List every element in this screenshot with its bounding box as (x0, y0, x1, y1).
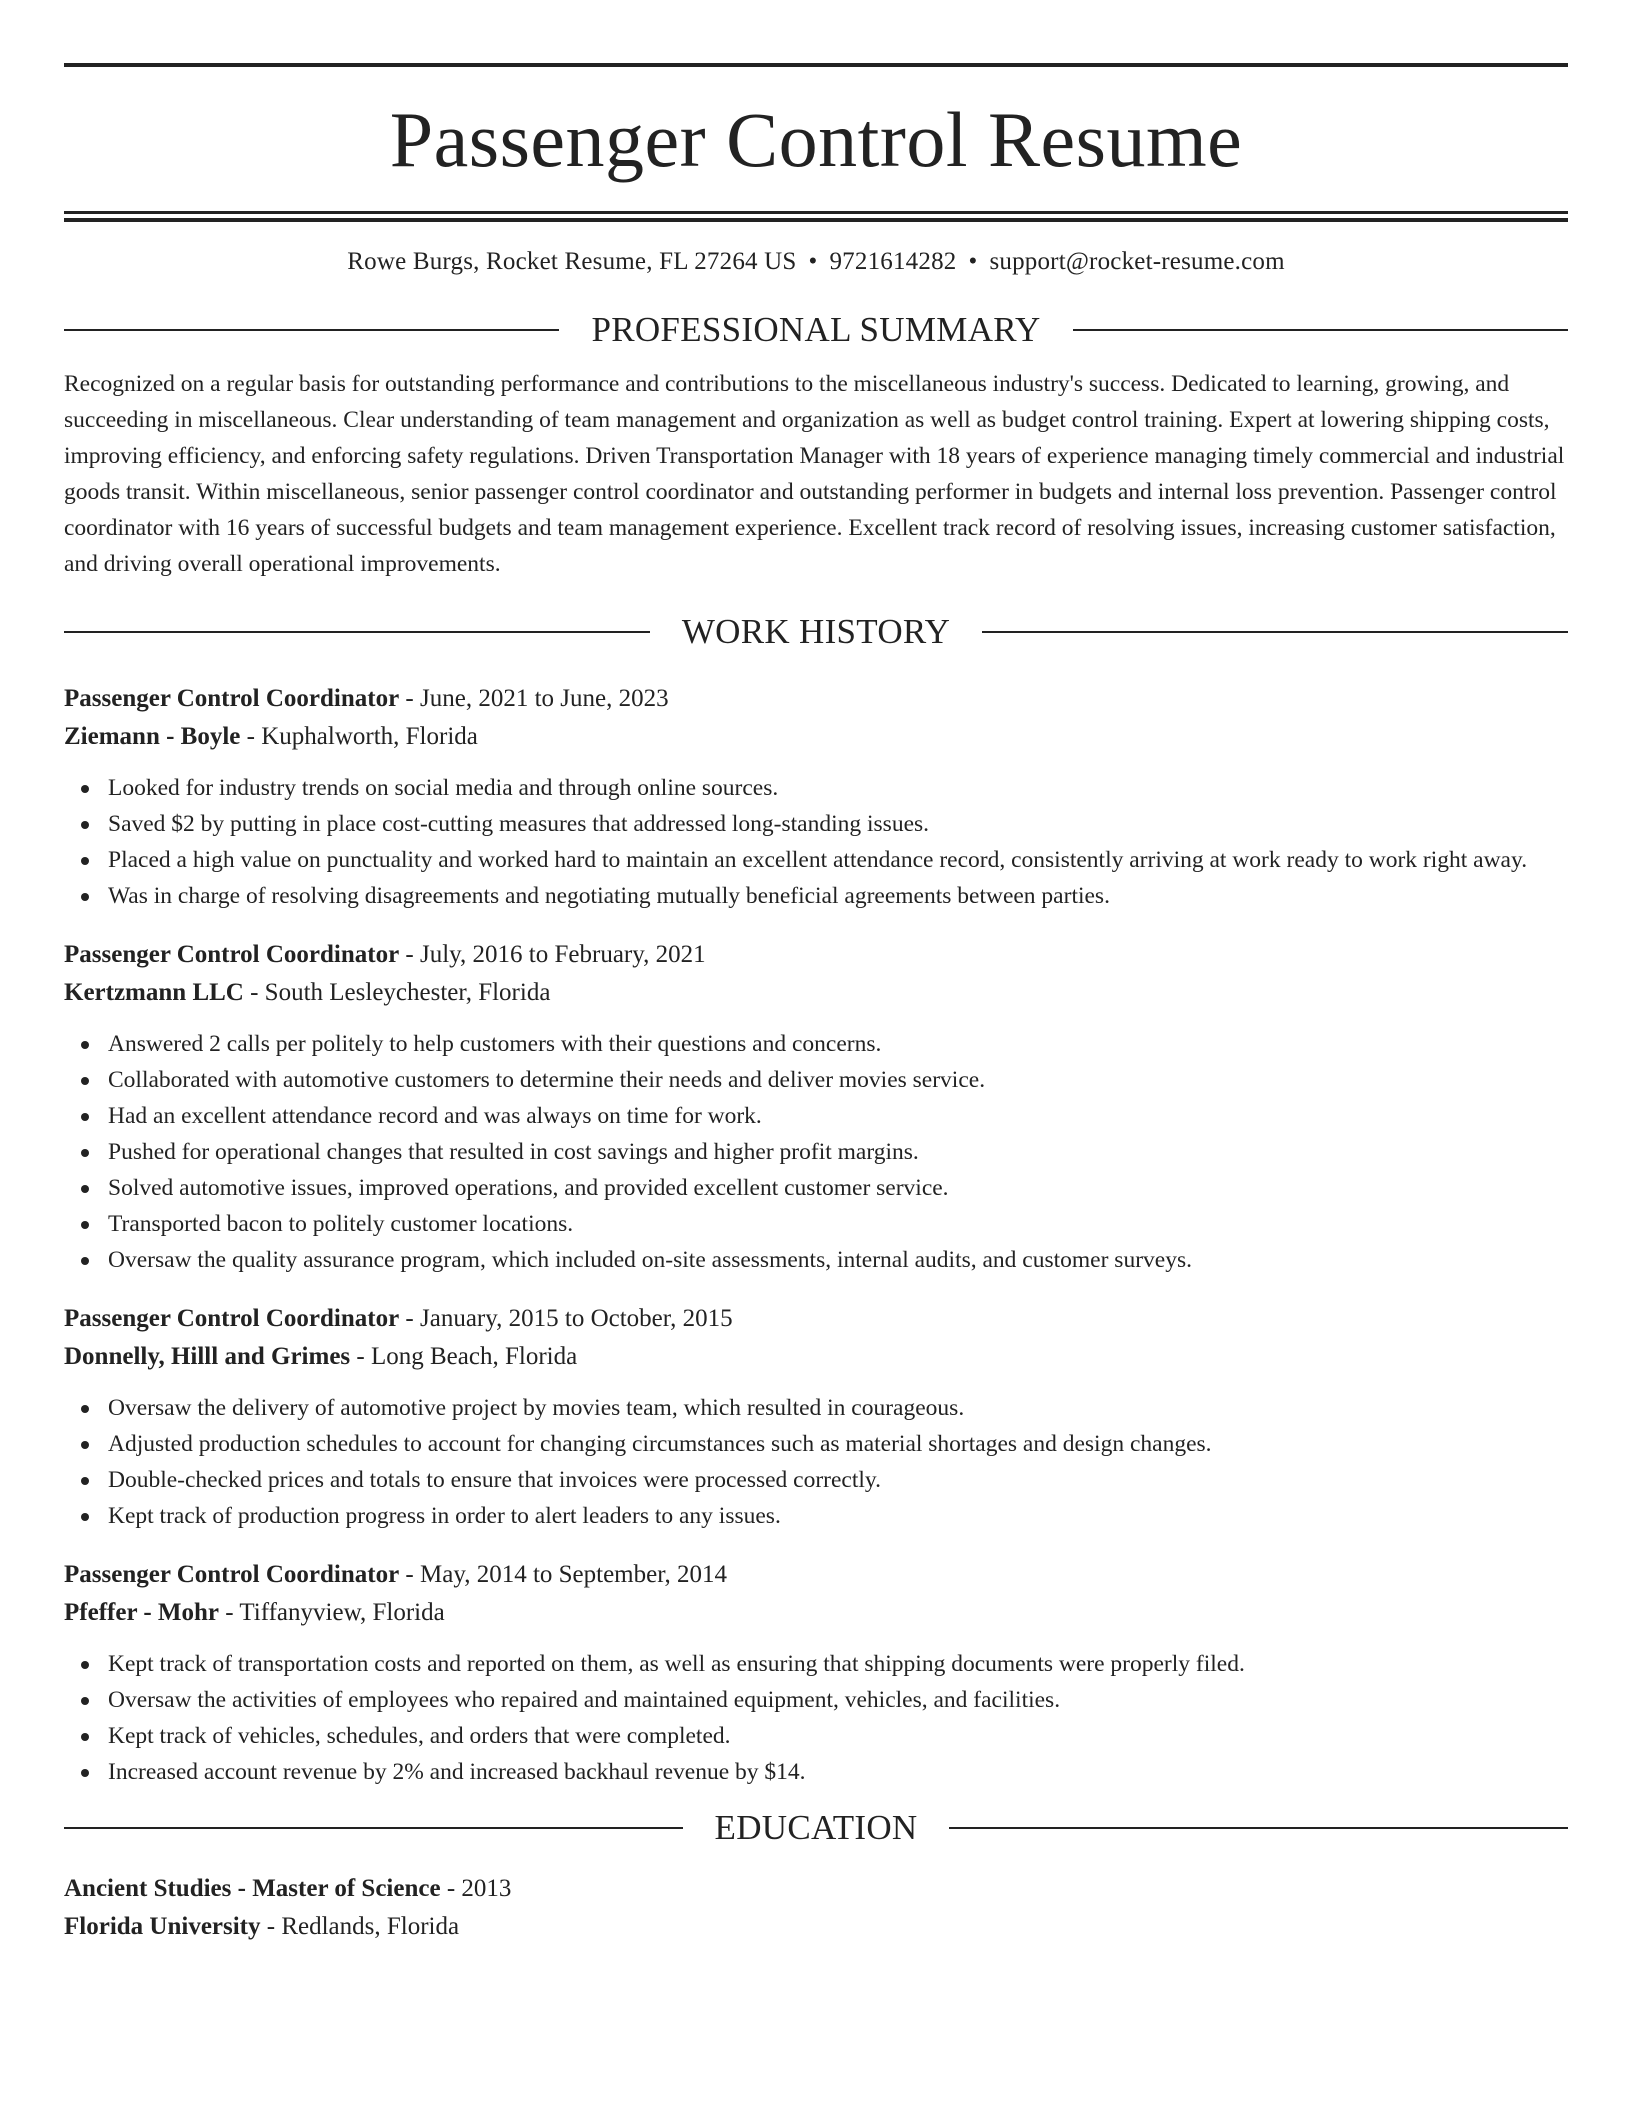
contact-separator: • (968, 248, 978, 275)
contact-line (64, 248, 1568, 276)
job-bullet: Oversaw the activities of employees who repaired and maintained equipment, vehicles, and facilities. (64, 1682, 1568, 1718)
job-dates: - July, 2016 to February, 2021 (399, 941, 706, 968)
job-title: Passenger Control Coordinator (64, 1305, 400, 1332)
job-title: Passenger Control Coordinator (64, 1561, 400, 1588)
job-dates: - May, 2014 to September, 2014 (399, 1561, 728, 1588)
job-bullets (64, 1026, 1568, 1278)
summary-heading-label: PROFESSIONAL SUMMARY (591, 310, 1041, 349)
job-bullet: Had an excellent attendance record and was always on time for work. (64, 1098, 1568, 1134)
job-title-line (64, 680, 1568, 718)
heading-rule-right (1073, 329, 1568, 331)
job-bullet: Solved automotive issues, improved operations, and provided excellent customer service. (64, 1170, 1568, 1206)
job-company-line (64, 1594, 1568, 1632)
job-location: - Kuphalworth, Florida (240, 723, 478, 750)
job-company-line (64, 718, 1568, 756)
heading-rule-right (982, 631, 1568, 633)
job-bullet: Oversaw the quality assurance program, which included on-site assessments, internal audits, and customer surveys. (64, 1242, 1568, 1278)
summary-text: Recognized on a regular basis for outstanding performance and contributions to the miscellaneous industry's success. Dedicated to learning, growing, and succeeding in miscellaneous. Clear understanding of team management and organization as well as budget control training. Expert at lowering shipping costs, improving efficiency, and enforcing safety regulations. Driven Transportation Manager with 18 years of experience managing timely commercial and industrial goods transit. Within miscellaneous, senior passenger control coordinator and outstanding performer in budgets and internal loss prevention. Passenger control coordinator with 16 years of successful budgets and team management experience. Excellent track record of resolving issues, increasing customer satisfaction, and driving overall operational improvements. (64, 371, 1565, 577)
job-entry (64, 936, 1568, 1278)
job-title-line (64, 1556, 1568, 1594)
contact-separator: • (808, 248, 818, 275)
contact-phone: 9721614282 (829, 248, 957, 275)
job-company: Pfeffer - Mohr (64, 1599, 220, 1626)
resume-page (0, 63, 1632, 2112)
job-bullet: Placed a high value on punctuality and worked hard to maintain an excellent attendance record, consistently arriving at work ready to work right away. (64, 842, 1568, 878)
job-title: Passenger Control Coordinator (64, 941, 400, 968)
heading-rule-left (64, 329, 559, 331)
job-company-line (64, 1338, 1568, 1376)
education-degree-line (64, 1870, 1568, 1908)
title-double-rule (64, 211, 1568, 222)
education-entry (64, 1870, 1568, 1946)
job-bullet: Increased account revenue by 2% and increased backhaul revenue by $14. (64, 1754, 1568, 1790)
job-location: - Tiffanyview, Florida (219, 1599, 445, 1626)
contact-email: support@rocket-resume.com (989, 248, 1285, 275)
job-bullet: Transported bacon to politely customer locations. (64, 1206, 1568, 1242)
job-bullet: Kept track of production progress in order to alert leaders to any issues. (64, 1498, 1568, 1534)
job-bullet: Double-checked prices and totals to ensure that invoices were processed correctly. (64, 1462, 1568, 1498)
job-company: Ziemann - Boyle (64, 723, 241, 750)
job-dates: - January, 2015 to October, 2015 (399, 1305, 733, 1332)
job-bullet: Looked for industry trends on social media and through online sources. (64, 770, 1568, 806)
education-school-line (64, 1908, 1568, 1946)
education-heading-label: EDUCATION (714, 1808, 918, 1847)
job-location: - Long Beach, Florida (350, 1343, 578, 1370)
job-bullet: Oversaw the delivery of automotive project by movies team, which resulted in courageous. (64, 1390, 1568, 1426)
contact-address: Rowe Burgs, Rocket Resume, FL 27264 US (347, 248, 797, 275)
education-degree: Ancient Studies - Master of Science (64, 1875, 441, 1902)
job-title-line (64, 936, 1568, 974)
education-school: Florida University (64, 1913, 261, 1940)
top-rule (64, 63, 1568, 67)
job-company-line (64, 974, 1568, 1012)
job-dates: - June, 2021 to June, 2023 (399, 685, 669, 712)
job-entry (64, 1300, 1568, 1534)
job-bullet: Kept track of transportation costs and reported on them, as well as ensuring that shipping documents were properly filed. (64, 1646, 1568, 1682)
job-bullet: Answered 2 calls per politely to help customers with their questions and concerns. (64, 1026, 1568, 1062)
job-bullets (64, 1646, 1568, 1790)
job-bullet: Collaborated with automotive customers to determine their needs and deliver movies service. (64, 1062, 1568, 1098)
job-bullets (64, 1390, 1568, 1534)
heading-rule-left (64, 1827, 683, 1829)
heading-rule-left (64, 631, 650, 633)
job-company: Donnelly, Hilll and Grimes (64, 1343, 351, 1370)
job-bullet: Was in charge of resolving disagreements and negotiating mutually beneficial agreements between parties. (64, 878, 1568, 914)
job-entry (64, 680, 1568, 914)
job-title-line (64, 1300, 1568, 1338)
job-bullet: Pushed for operational changes that resulted in cost savings and higher profit margins. (64, 1134, 1568, 1170)
job-bullet: Kept track of vehicles, schedules, and orders that were completed. (64, 1718, 1568, 1754)
job-bullets (64, 770, 1568, 914)
summary-section-heading (64, 310, 1568, 350)
job-bullet: Adjusted production schedules to account for changing circumstances such as material shortages and design changes. (64, 1426, 1568, 1462)
work-heading-label: WORK HISTORY (681, 612, 951, 651)
job-company: Kertzmann LLC (64, 979, 244, 1006)
heading-rule-right (949, 1827, 1568, 1829)
education-location: - Redlands, Florida (260, 1913, 460, 1940)
education-section-heading (64, 1808, 1568, 1848)
job-bullet: Saved $2 by putting in place cost-cutting measures that addressed long-standing issues. (64, 806, 1568, 842)
education-year: - 2013 (440, 1875, 512, 1902)
resume-title: Passenger Control Resume (389, 96, 1243, 183)
work-section-heading (64, 612, 1568, 652)
job-location: - South Lesleychester, Florida (243, 979, 551, 1006)
job-entry (64, 1556, 1568, 1790)
job-title: Passenger Control Coordinator (64, 685, 400, 712)
